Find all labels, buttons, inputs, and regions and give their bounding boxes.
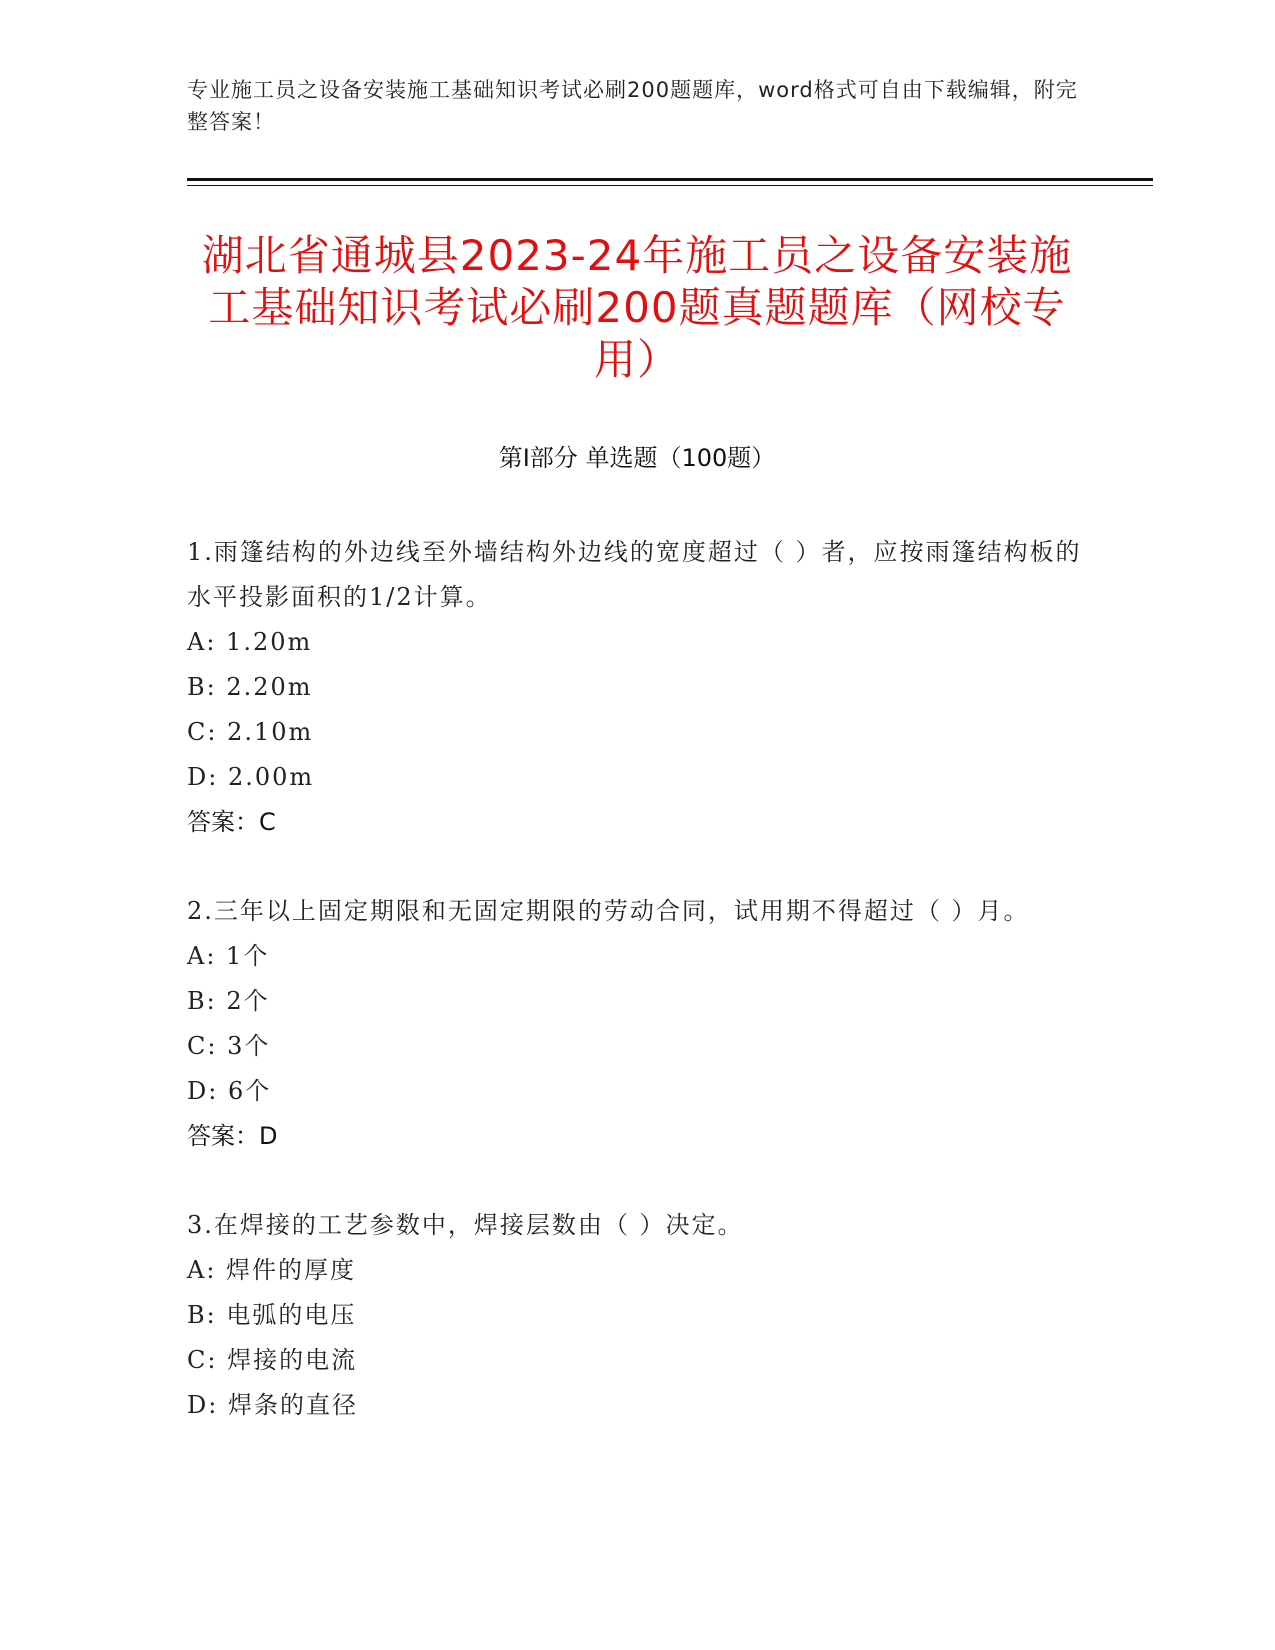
question-3 xyxy=(187,1203,1087,1428)
question-stem: 1.雨篷结构的外边线至外墙结构外边线的宽度超过（ ）者，应按雨篷结构板的水平投影面积的1/2计算。 xyxy=(187,538,1082,611)
answer: 答案：C xyxy=(187,808,276,836)
document-title: 湖北省通城县2023-24年施工员之设备安装施工基础知识考试必刷200题真题题库（网校专用） xyxy=(201,231,1073,384)
question-2 xyxy=(187,889,1087,1159)
header-divider-thin xyxy=(187,185,1153,186)
option-c: C: 2.10m xyxy=(187,718,314,746)
question-list xyxy=(187,530,1087,1472)
question-stem: 2.三年以上固定期限和无固定期限的劳动合同，试用期不得超过（ ）月。 xyxy=(187,897,1030,925)
option-d: D: 2.00m xyxy=(187,763,315,791)
option-a: A: 1.20m xyxy=(187,628,313,656)
question-1 xyxy=(187,530,1087,845)
header-divider-thick xyxy=(187,178,1153,181)
section-title: 第I部分 单选题（100题） xyxy=(498,444,776,472)
option-b: B: 2个 xyxy=(187,987,270,1015)
option-d: D: 6个 xyxy=(187,1077,272,1105)
option-d: D: 焊条的直径 xyxy=(187,1391,358,1419)
option-b: B: 电弧的电压 xyxy=(187,1301,357,1329)
option-a: A: 焊件的厚度 xyxy=(187,1256,357,1284)
option-b: B: 2.20m xyxy=(187,673,313,701)
option-c: C: 焊接的电流 xyxy=(187,1346,358,1374)
header-note: 专业施工员之设备安装施工基础知识考试必刷200题题库，word格式可自由下载编辑，附完整答案！ xyxy=(187,78,1078,134)
option-a: A: 1个 xyxy=(187,942,270,970)
answer: 答案：D xyxy=(187,1122,278,1150)
question-stem: 3.在焊接的工艺参数中，焊接层数由（ ）决定。 xyxy=(187,1211,744,1239)
option-c: C: 3个 xyxy=(187,1032,271,1060)
